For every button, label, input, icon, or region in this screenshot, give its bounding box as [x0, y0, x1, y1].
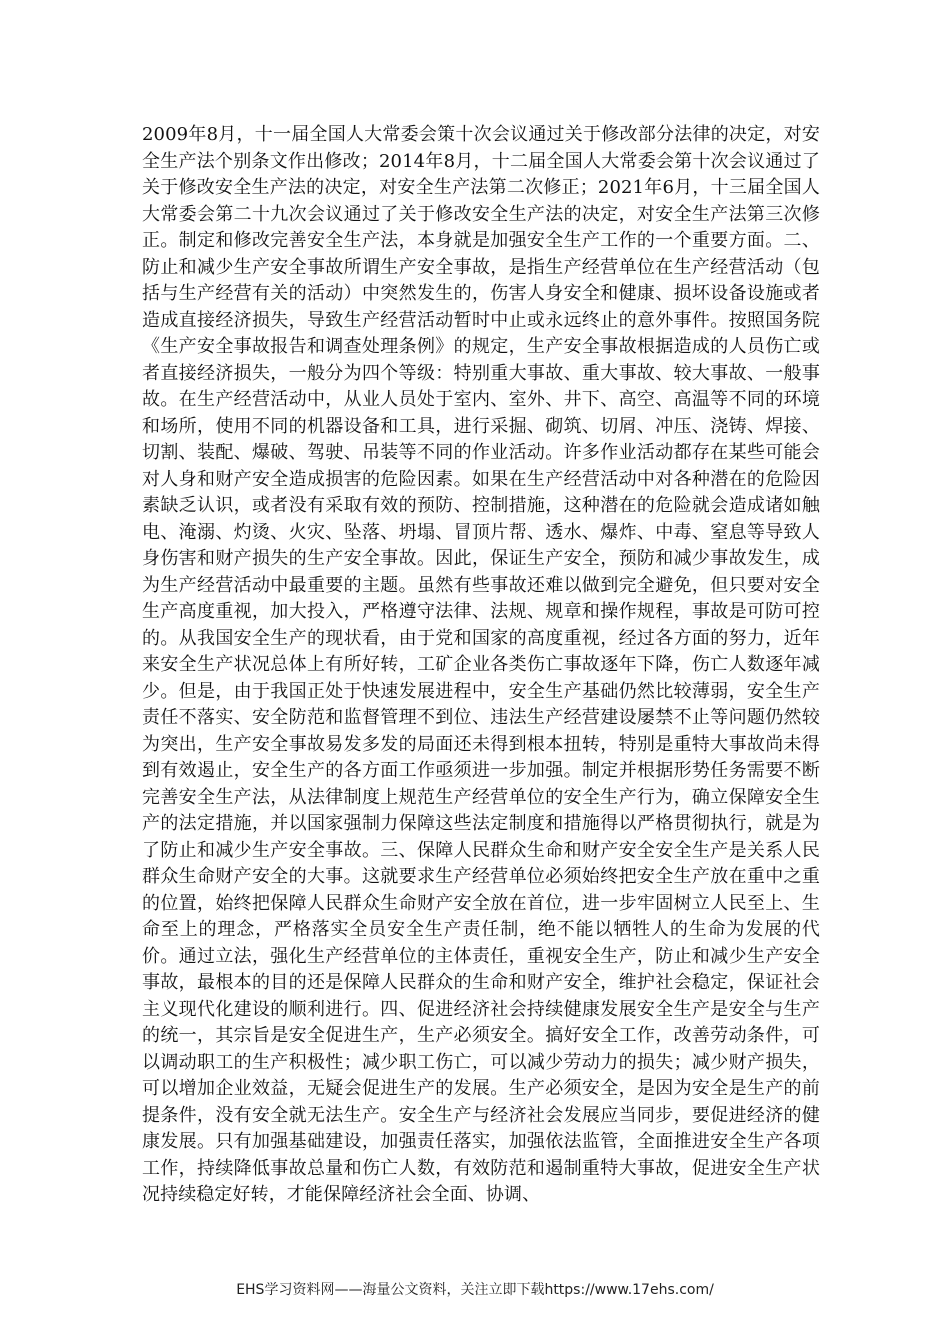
body-text: 2009年8月，十一届全国人大常委会策十次会议通过关于修改部分法律的决定，对安全生产法个别条文作出修改；2014年8月，十二届全国人大常委会第十次会议通过了关于修改安全生产法的决定，对安全生产法第二次修正；2021年6月，十三届全国人大常委会第二十九次会议通过了关于修改安全生产法的决定，对安全生产法第三次修正。制定和修改完善安全生产法，本身就是加强安全生产工作的一个重要方面。二、防止和减少生产安全事故所谓生产安全事故，是指生产经营单位在生产经营活动（包括与生产经营有关的活动）中突然发生的，伤害人身安全和健康、损坏设备设施或者造成直接经济损失，导致生产经营活动暂时中止或永远终止的意外事件。按照国务院《生产安全事故报告和调查处理条例》的规定，生产安全事故根据造成的人员伤亡或者直接经济损失，一般分为四个等级：特别重大事故、重大事故、较大事故、一般事故。在生产经营活动中，从业人员处于室内、室外、井下、高空、高温等不同的环境和场所，使用不同的机器设备和工具，进行采掘、砌筑、切屑、冲压、浇铸、焊接、切割、装配、爆破、驾驶、吊装等不同的作业活动。许多作业活动都存在某些可能会对人身和财产安全造成损害的危险因素。如果在生产经营活动中对各种潜在的危险因素缺乏认识，或者没有采取有效的预防、控制措施，这种潜在的危险就会造成诸如触电、淹溺、灼烫、火灾、坠落、坍塌、冒顶片帮、透水、爆炸、中毒、窒息等导致人身伤害和财产损失的生产安全事故。因此，保证生产安全，预防和减少事故发生，成为生产经营活动中最重要的主题。虽然有些事故还难以做到完全避免，但只要对安全生产高度重视，加大投入，严格遵守法律、法规、规章和操作规程，事故是可防可控的。从我国安全生产的现状看，由于党和国家的高度重视，经过各方面的努力，近年来安全生产状况总体上有所好转，工矿企业各类伤亡事故逐年下降，伤亡人数逐年减少。但是，由于我国正处于快速发展进程中，安全生产基础仍然比较薄弱，安全生产责任不落实、安全防范和监督管理不到位、违法生产经营建设屡禁不止等问题仍然较为突出，生产安全事故易发多发的局面还未得到根本扭转，特别是重特大事故尚未得到有效遏止，安全生产的各方面工作亟须进一步加强。制定并根据形势任务需要不断完善安全生产法，从法律制度上规范生产经营单位的安全生产行为，确立保障安全生产的法定措施，并以国家强制力保障这些法定制度和措施得以严格贯彻执行，就是为了防止和减少生产安全事故。三、保障人民群众生命和财产安全安全生产是关系人民群众生命财产安全的大事。这就要求生产经营单位必须始终把安全生产放在重中之重的位置，始终把保障人民群众生命财产安全放在首位，进一步牢固树立人民至上、生命至上的理念，严格落实全员安全生产责任制，绝不能以牺牲人的生命为发展的代价。通过立法，强化生产经营单位的主体责任，重视安全生产，防止和减少生产安全事故，最根本的目的还是保障人民群众的生命和财产安全，维护社会稳定，保证社会主义现代化建设的顺利进行。四、促进经济社会持续健康发展安全生产是安全与生产的统一，其宗旨是安全促进生产，生产必须安全。搞好安全工作，改善劳动条件，可以调动职工的生产积极性；减少职工伤亡，可以减少劳动力的损失；减少财产损失，可以增加企业效益，无疑会促进生产的发展。生产必须安全，是因为安全是生产的前提条件，没有安全就无法生产。安全生产与经济社会发展应当同步，要促进经济的健康发展。只有加强基础建设，加强责任落实，加强依法监管，全面推进安全生产各项工作，持续降低事故总量和伤亡人数，有效防范和遏制重特大事故，促进安全生产状况持续稳定好转，才能保障经济社会全面、协调、: [142, 124, 820, 1205]
footer-text: EHS学习资料网——海量公文资料，关注立即下载https://www.17ehs.com/: [236, 1282, 714, 1298]
